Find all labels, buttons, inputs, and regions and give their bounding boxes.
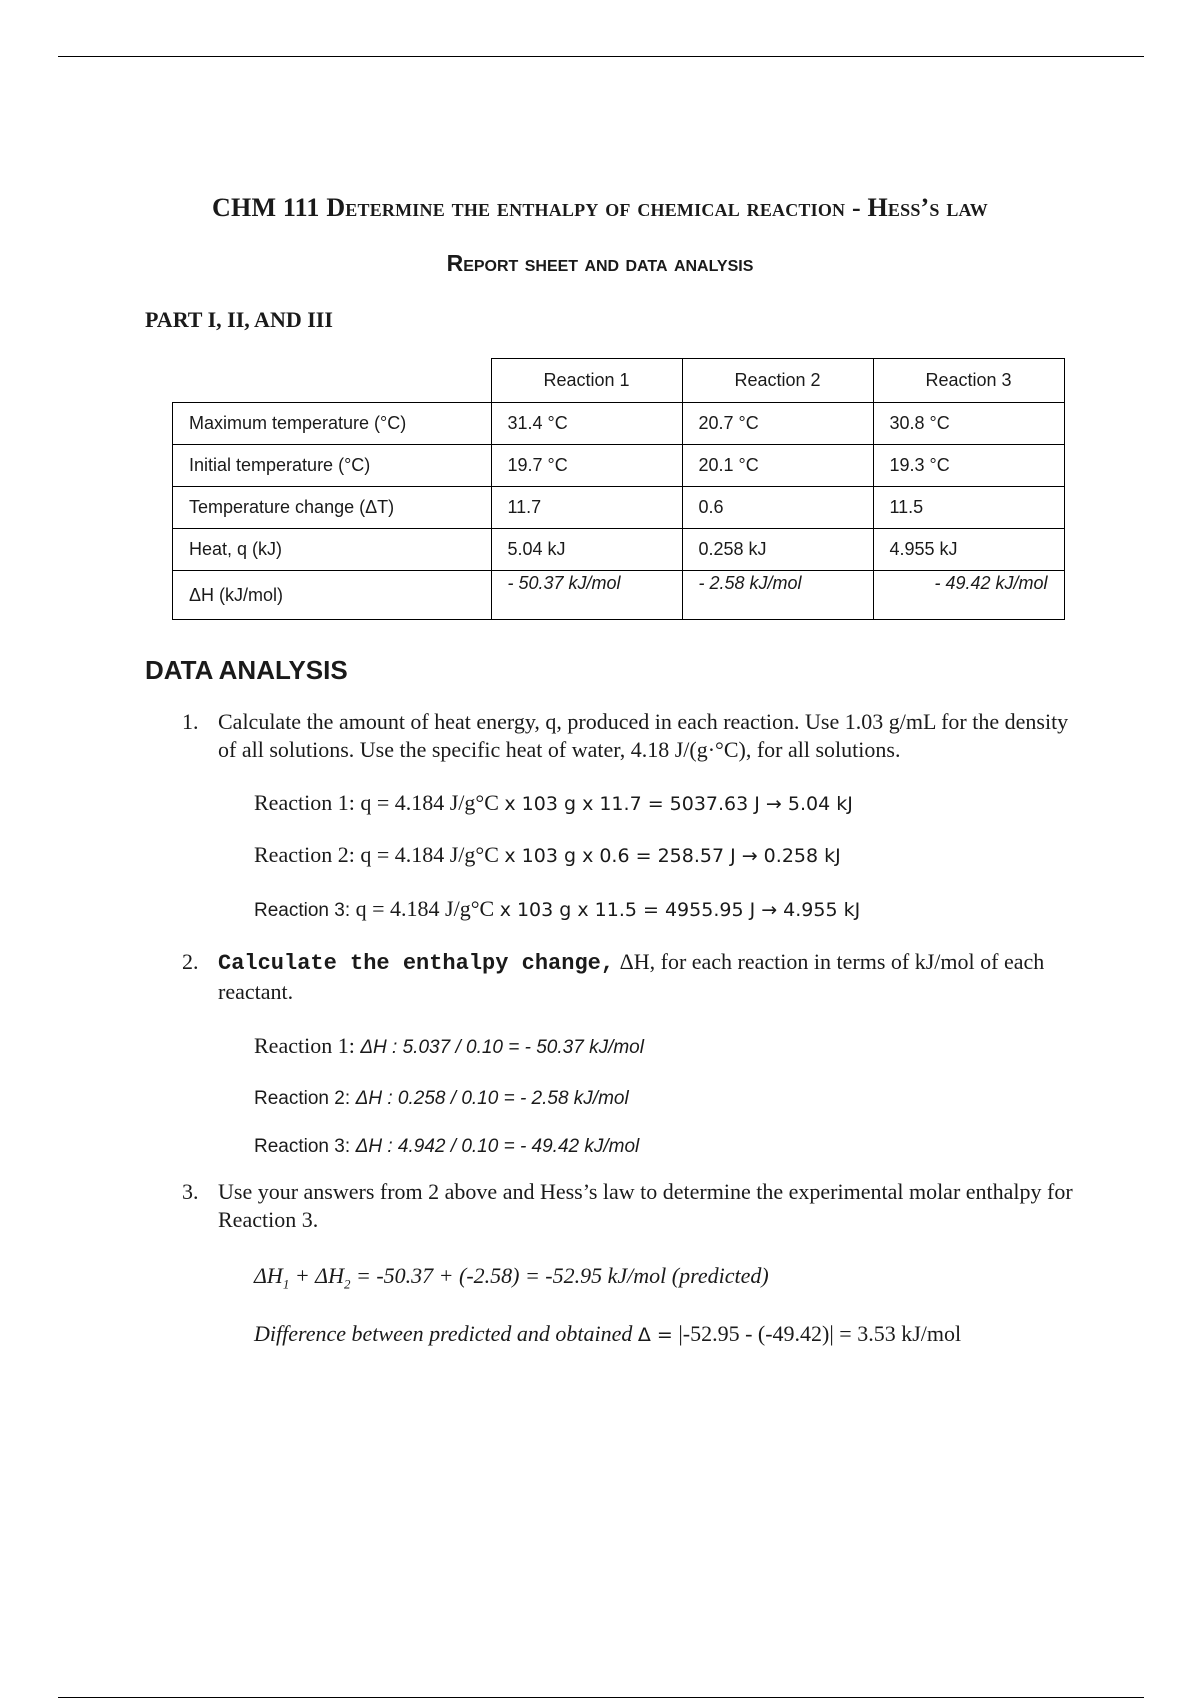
row-label: Initial temperature (°C) [173, 445, 492, 487]
page-title: CHM 111 Determine the enthalpy of chemical reaction - Hess’s law [212, 193, 988, 222]
table-cell: 20.7 °C [682, 403, 873, 445]
calc-label: Reaction 3: [254, 1136, 351, 1157]
bottom-rule [58, 1697, 1144, 1698]
table-row [173, 571, 1065, 620]
table-cell: 0.6 [682, 487, 873, 529]
question-text: Use your answers from 2 above and Hess’s law to determine the experimental molar enthalpy for Reaction 3. [218, 1179, 1073, 1232]
delta-symbol: Δ = [637, 1324, 673, 1346]
part-heading: PART I, II, AND III [145, 307, 333, 332]
calc-result: x 103 g x 11.7 = 5037.63 J → 5.04 kJ [504, 793, 853, 815]
calc-formula: q = 4.184 J/g°C [360, 842, 499, 867]
question-number: 3. [182, 1179, 199, 1204]
question-number: 2. [182, 949, 199, 974]
subscript-2: 2 [343, 1276, 351, 1292]
question-2 [182, 948, 1082, 1006]
heat-calc-reaction-3 [254, 896, 860, 922]
table-cell: 5.04 kJ [491, 529, 682, 571]
calc-label: Reaction 1: [254, 1033, 355, 1058]
enthalpy-calc-reaction-3 [254, 1132, 639, 1158]
table-corner [173, 359, 492, 403]
table-header-row [173, 359, 1065, 403]
data-analysis-heading: DATA ANALYSIS [145, 655, 348, 685]
question-text: Calculate the amount of heat energy, q, produced in each reaction. Use 1.03 g/mL for the density of all solutions. Use the specific heat of water, 4.18 J/(g·°C), for all solutions. [218, 709, 1069, 762]
difference-line [254, 1321, 961, 1347]
page-subtitle: Report sheet and data analysis [446, 250, 754, 276]
enthalpy-calc-reaction-1 [254, 1033, 644, 1059]
table-cell: 0.258 kJ [682, 529, 873, 571]
enthalpy-calc-reaction-2 [254, 1084, 629, 1110]
table-cell: 11.7 [491, 487, 682, 529]
table-row [173, 403, 1065, 445]
difference-label: Difference between predicted and obtained [254, 1321, 633, 1346]
row-label: Temperature change (ΔT) [173, 487, 492, 529]
calc-label: Reaction 3: [254, 900, 351, 921]
heat-calc-reaction-2 [254, 842, 841, 868]
calc-result: ΔH : 0.258 / 0.10 = - 2.58 kJ/mol [355, 1088, 629, 1109]
column-header: Reaction 2 [682, 359, 873, 403]
table-cell: 11.5 [873, 487, 1064, 529]
row-label: ΔH (kJ/mol) [173, 571, 492, 620]
calc-result: x 103 g x 0.6 = 258.57 J → 0.258 kJ [504, 845, 841, 867]
column-header: Reaction 3 [873, 359, 1064, 403]
table-row [173, 487, 1065, 529]
column-header: Reaction 1 [491, 359, 682, 403]
subscript-1: 1 [282, 1276, 290, 1292]
question-1 [182, 708, 1082, 764]
calc-label: Reaction 2: [254, 1088, 351, 1109]
table-row [173, 445, 1065, 487]
calc-label: Reaction 2: [254, 842, 355, 867]
hess-sum-result: = -50.37 + (-2.58) = -52.95 kJ/mol (predicted) [355, 1263, 769, 1288]
question-number: 1. [182, 709, 199, 734]
row-label: Heat, q (kJ) [173, 529, 492, 571]
calc-label: Reaction 1: [254, 790, 355, 815]
table-cell: 31.4 °C [491, 403, 682, 445]
table-cell: - 2.58 kJ/mol [682, 571, 873, 620]
table-cell: 19.3 °C [873, 445, 1064, 487]
calc-result: x 103 g x 11.5 = 4955.95 J → 4.955 kJ [499, 899, 861, 921]
calc-formula: q = 4.184 J/g°C [355, 896, 495, 921]
hess-sum-line [254, 1263, 769, 1292]
table-cell: - 49.42 kJ/mol [873, 571, 1064, 620]
row-label: Maximum temperature (°C) [173, 403, 492, 445]
delta-h1: ΔH [254, 1263, 283, 1288]
calc-result: ΔH : 4.942 / 0.10 = - 49.42 kJ/mol [355, 1136, 640, 1157]
calc-formula: q = 4.184 J/g°C [360, 790, 499, 815]
question-3 [182, 1178, 1082, 1234]
difference-value: |-52.95 - (-49.42)| = 3.53 kJ/mol [678, 1321, 962, 1346]
table-cell: 20.1 °C [682, 445, 873, 487]
top-rule [58, 56, 1144, 57]
heat-calc-reaction-1 [254, 790, 853, 816]
table-cell: 30.8 °C [873, 403, 1064, 445]
question-lead: Calculate the enthalpy change, [218, 951, 615, 976]
question-text: ΔH, for each reaction in terms of kJ/mol of each reactant. [218, 949, 1045, 1004]
delta-h2: + ΔH [294, 1263, 344, 1288]
table-row [173, 529, 1065, 571]
table-cell: 19.7 °C [491, 445, 682, 487]
table-cell: - 50.37 kJ/mol [491, 571, 682, 620]
results-table [172, 358, 1065, 620]
calc-result: ΔH : 5.037 / 0.10 = - 50.37 kJ/mol [360, 1037, 644, 1058]
table-cell: 4.955 kJ [873, 529, 1064, 571]
